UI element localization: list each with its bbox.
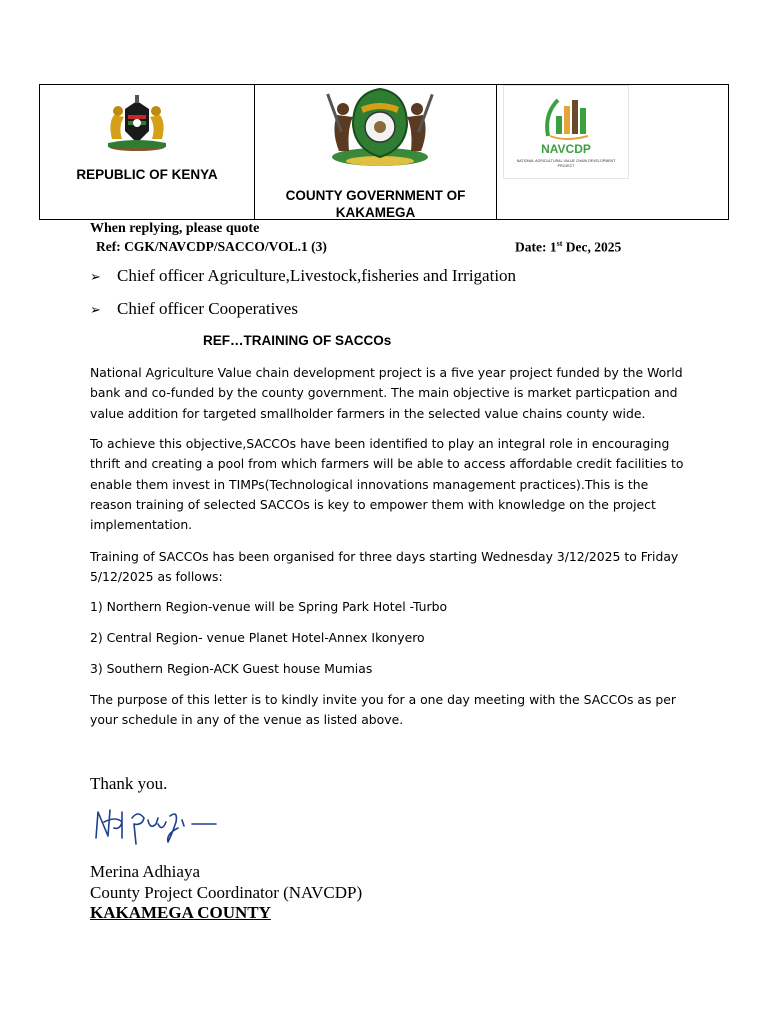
body-paragraph: National Agriculture Value chain development project is a five year project funded by the World bank and co-funded by the county government. The main objective is market particpation and value addition for targeted smallholder farmers in the selected value chains county wide. [90,365,683,421]
body-paragraph: The purpose of this letter is to kindly invite you for a one day meeting with the SACCOs as per your schedule in any of the venue as listed above. [90,692,676,728]
letter-date [515,239,621,256]
letter-subject: REF…TRAINING OF SACCOs [203,333,392,348]
arrow-bullet-icon: ➢ [90,303,101,318]
body-paragraph: Training of SACCOs has been organised for three days starting Wednesday 3/12/2025 to Friday 5/12/2025 as follows: [90,549,679,585]
venue-item: 2) Central Region- venue Planet Hotel-Annex Ikonyero [90,630,425,645]
signatory-title: County Project Coordinator (NAVCDP) [90,883,363,902]
letterhead-cell-navcdp [497,85,728,219]
recipient-text: Chief officer Agriculture,Livestock,fisheries and Irrigation [117,266,517,285]
venue-item: 3) Southern Region-ACK Guest house Mumias [90,661,373,676]
reply-instruction: When replying, please quote [90,221,260,236]
letterhead-cell-kenya [40,85,255,219]
letterhead-table [39,84,729,220]
handwritten-signature [92,804,222,848]
body-paragraph: To achieve this objective,SACCOs have been identified to play an integral role in encouraging thrift and creating a pool from which farmers will be able to access affordable credit facilities to enable them invest in TIMPs(Technological innovations management practices).This is the reason training of selected SACCOs is key to empower them with knowledge on the project implementation. [90,436,684,533]
kakamega-coat-of-arms-icon [325,85,435,171]
kenya-coat-of-arms-icon [104,95,170,153]
recipient-item [90,299,298,319]
arrow-bullet-icon: ➢ [90,270,101,285]
closing-thanks: Thank you. [90,774,168,793]
recipient-text: Chief officer Cooperatives [117,299,298,318]
recipient-item [90,266,516,286]
letterhead-cell-kakamega [255,85,497,219]
date-prefix: Date: 1 [515,239,557,255]
signatory-name: Merina Adhiaya [90,862,200,881]
republic-label: REPUBLIC OF KENYA [76,167,218,182]
navcdp-subtitle: NATIONAL AGRICULTURAL VALUE CHAIN DEVELOPMENT PROJECT [516,159,616,168]
navcdp-title: NAVCDP [541,142,591,156]
signatory-county: KAKAMEGA COUNTY [90,903,271,922]
navcdp-bar-logo-icon [504,86,630,142]
venue-item: 1) Northern Region-venue will be Spring Park Hotel -Turbo [90,599,448,614]
county-government-label: COUNTY GOVERNMENT OF KAKAMEGA [285,188,466,220]
navcdp-logo [503,85,629,179]
date-ordinal: st [556,239,563,248]
reference-number: Ref: CGK/NAVCDP/SACCO/VOL.1 (3) [96,239,327,254]
date-suffix: Dec, 2025 [562,239,622,255]
